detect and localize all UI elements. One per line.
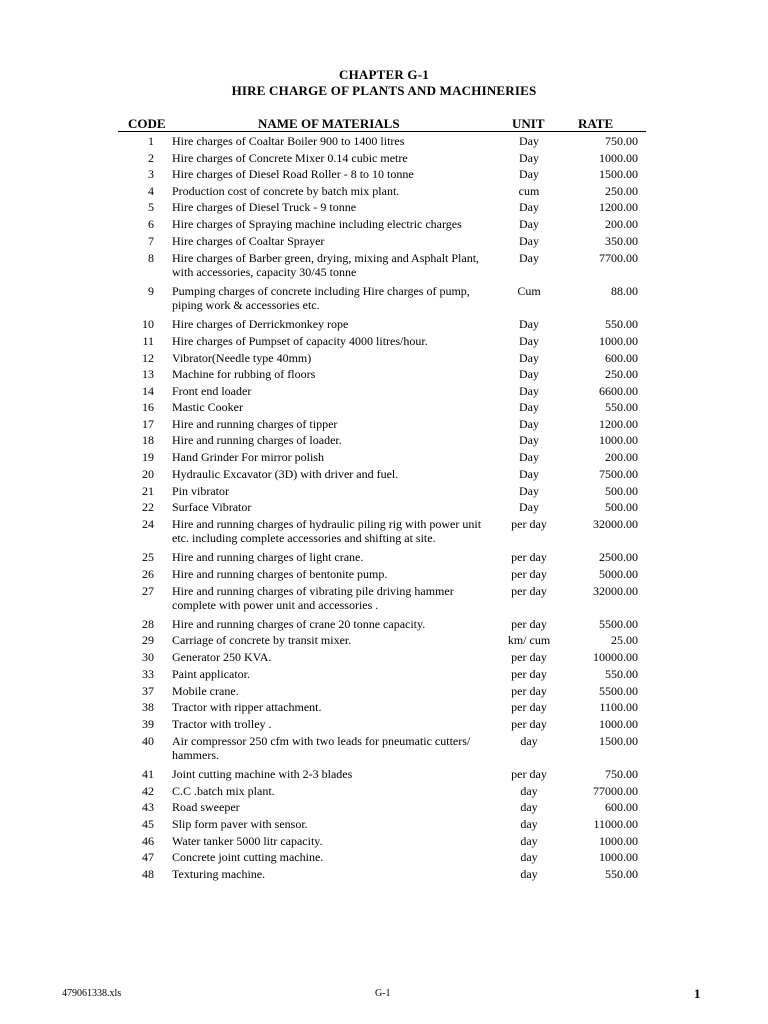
row-name: Slip form paver with sensor. xyxy=(172,817,308,831)
row-unit: day xyxy=(520,784,538,798)
row-rate: 25.00 xyxy=(611,633,638,647)
row-code: 12 xyxy=(142,351,154,365)
row-name: Paint applicator. xyxy=(172,667,250,681)
row-unit: day xyxy=(520,850,538,864)
row-unit: Day xyxy=(519,200,539,214)
row-rate: 250.00 xyxy=(605,367,638,381)
row-rate: 5000.00 xyxy=(599,567,638,581)
row-unit: per day xyxy=(511,684,547,698)
row-rate: 600.00 xyxy=(605,351,638,365)
row-rate: 10000.00 xyxy=(593,650,638,664)
row-unit: day xyxy=(520,834,538,848)
row-code: 26 xyxy=(142,567,154,581)
row-code: 14 xyxy=(142,384,154,398)
row-code: 17 xyxy=(142,417,154,431)
row-rate: 77000.00 xyxy=(593,784,638,798)
row-rate: 32000.00 xyxy=(593,584,638,598)
row-name: Production cost of concrete by batch mix plant. xyxy=(172,184,400,198)
row-rate: 88.00 xyxy=(611,284,638,298)
row-rate: 350.00 xyxy=(605,234,638,248)
row-rate: 6600.00 xyxy=(599,384,638,398)
row-name: Surface Vibrator xyxy=(172,500,252,514)
row-name: Hire charges of Coaltar Sprayer xyxy=(172,234,325,248)
row-code: 46 xyxy=(142,834,154,848)
row-unit: per day xyxy=(511,700,547,714)
row-rate: 750.00 xyxy=(605,767,638,781)
row-unit: Day xyxy=(519,500,539,514)
column-header-rate: RATE xyxy=(578,116,614,131)
row-rate: 1500.00 xyxy=(599,734,638,748)
row-code: 20 xyxy=(142,467,154,481)
row-rate: 500.00 xyxy=(605,500,638,514)
row-rate: 7500.00 xyxy=(599,467,638,481)
column-header-unit: UNIT xyxy=(512,116,545,131)
row-rate: 7700.00 xyxy=(599,251,638,265)
row-rate: 1000.00 xyxy=(599,151,638,165)
column-header-name: NAME OF MATERIALS xyxy=(258,116,400,131)
row-name: Air compressor 250 cfm with two leads for pneumatic cutters/ hammers. xyxy=(172,734,471,762)
row-rate: 5500.00 xyxy=(599,617,638,631)
row-unit: Cum xyxy=(517,284,541,298)
row-unit: per day xyxy=(511,517,547,531)
header-rule xyxy=(118,131,646,132)
row-name: Hire and running charges of light crane. xyxy=(172,550,364,564)
row-code: 22 xyxy=(142,500,154,514)
row-unit: per day xyxy=(511,717,547,731)
row-rate: 600.00 xyxy=(605,800,638,814)
row-name: Hire charges of Coaltar Boiler 900 to 1400 litres xyxy=(172,134,405,148)
row-unit: day xyxy=(520,817,538,831)
row-code: 5 xyxy=(148,200,154,214)
row-code: 41 xyxy=(142,767,154,781)
row-unit: Day xyxy=(519,134,539,148)
row-name: Hire charges of Spraying machine including electric charges xyxy=(172,217,462,231)
row-code: 21 xyxy=(142,484,154,498)
chapter-title: CHAPTER G-1 xyxy=(339,67,429,82)
column-header-code: CODE xyxy=(128,116,166,131)
row-unit: Day xyxy=(519,450,539,464)
row-unit: per day xyxy=(511,567,547,581)
row-rate: 11000.00 xyxy=(593,817,638,831)
row-unit: per day xyxy=(511,550,547,564)
row-unit: Day xyxy=(519,433,539,447)
row-unit: Day xyxy=(519,334,539,348)
row-name: Mobile crane. xyxy=(172,684,239,698)
row-unit: Day xyxy=(519,167,539,181)
row-code: 9 xyxy=(148,284,154,298)
row-name: Pumping charges of concrete including Hire charges of pump, piping work & accessories etc. xyxy=(172,284,470,312)
row-code: 2 xyxy=(148,151,154,165)
row-code: 19 xyxy=(142,450,154,464)
row-unit: Day xyxy=(519,467,539,481)
row-code: 43 xyxy=(142,800,154,814)
row-code: 29 xyxy=(142,633,154,647)
row-name: C.C .batch mix plant. xyxy=(172,784,275,798)
page-heading: HIRE CHARGE OF PLANTS AND MACHINERIES xyxy=(231,83,537,98)
row-rate: 5500.00 xyxy=(599,684,638,698)
row-unit: Day xyxy=(519,417,539,431)
row-unit: per day xyxy=(511,650,547,664)
row-rate: 1500.00 xyxy=(599,167,638,181)
row-rate: 32000.00 xyxy=(593,517,638,531)
row-name: Tractor with trolley . xyxy=(172,717,272,731)
row-name: Hire and running charges of loader. xyxy=(172,433,342,447)
row-rate: 1200.00 xyxy=(599,417,638,431)
row-name: Front end loader xyxy=(172,384,252,398)
row-name: Hire and running charges of hydraulic piling rig with power unit etc. including complete accessories and shifting at site. xyxy=(172,517,482,545)
row-name: Hire charges of Pumpset of capacity 4000 litres/hour. xyxy=(172,334,428,348)
footer-section: G-1 xyxy=(375,988,391,999)
row-unit: per day xyxy=(511,767,547,781)
row-rate: 550.00 xyxy=(605,317,638,331)
row-code: 42 xyxy=(142,784,154,798)
row-name: Hire and running charges of bentonite pump. xyxy=(172,567,388,581)
row-name: Mastic Cooker xyxy=(172,400,243,414)
row-name: Generator 250 KVA. xyxy=(172,650,272,664)
row-unit: per day xyxy=(511,667,547,681)
row-unit: km/ cum xyxy=(507,633,551,647)
row-name: Texturing machine. xyxy=(172,867,266,881)
row-unit: Day xyxy=(519,484,539,498)
row-name: Hire and running charges of crane 20 tonne capacity. xyxy=(172,617,426,631)
row-name: Hydraulic Excavator (3D) with driver and fuel. xyxy=(172,467,399,481)
row-code: 30 xyxy=(142,650,154,664)
row-rate: 250.00 xyxy=(605,184,638,198)
row-code: 25 xyxy=(142,550,154,564)
row-code: 8 xyxy=(148,251,154,265)
row-code: 10 xyxy=(142,317,154,331)
row-unit: Day xyxy=(519,151,539,165)
row-rate: 550.00 xyxy=(605,867,638,881)
footer-filename: 479061338.xls xyxy=(62,988,122,999)
row-unit: Day xyxy=(519,384,539,398)
row-code: 37 xyxy=(142,684,154,698)
row-name: Pin vibrator xyxy=(172,484,229,498)
row-name: Hire charges of Diesel Truck - 9 tonne xyxy=(172,200,357,214)
row-unit: Day xyxy=(519,400,539,414)
row-name: Hire and running charges of tipper xyxy=(172,417,338,431)
row-name: Hire and running charges of vibrating pile driving hammer complete with power unit and accessories . xyxy=(172,584,454,612)
row-unit: per day xyxy=(511,617,547,631)
row-name: Hire charges of Derrickmonkey rope xyxy=(172,317,349,331)
row-code: 6 xyxy=(148,217,154,231)
page-number: 1 xyxy=(694,986,701,1001)
row-name: Carriage of concrete by transit mixer. xyxy=(172,633,352,647)
row-unit: per day xyxy=(511,584,547,598)
row-unit: day xyxy=(520,734,538,748)
row-code: 3 xyxy=(148,167,154,181)
row-unit: Day xyxy=(519,234,539,248)
row-unit: Day xyxy=(519,217,539,231)
row-code: 40 xyxy=(142,734,154,748)
row-code: 33 xyxy=(142,667,154,681)
row-unit: cum xyxy=(518,184,540,198)
row-code: 4 xyxy=(148,184,154,198)
row-name: Hand Grinder For mirror polish xyxy=(172,450,324,464)
row-code: 27 xyxy=(142,584,154,598)
row-rate: 1000.00 xyxy=(599,433,638,447)
row-name: Machine for rubbing of floors xyxy=(172,367,316,381)
row-name: Water tanker 5000 litr capacity. xyxy=(172,834,323,848)
row-unit: Day xyxy=(519,317,539,331)
row-rate: 1000.00 xyxy=(599,850,638,864)
row-code: 47 xyxy=(142,850,154,864)
row-rate: 1000.00 xyxy=(599,834,638,848)
row-rate: 500.00 xyxy=(605,484,638,498)
row-code: 7 xyxy=(148,234,154,248)
row-code: 39 xyxy=(142,717,154,731)
row-rate: 750.00 xyxy=(605,134,638,148)
row-rate: 550.00 xyxy=(605,667,638,681)
row-code: 45 xyxy=(142,817,154,831)
row-rate: 1100.00 xyxy=(599,700,638,714)
row-unit: day xyxy=(520,867,538,881)
row-name: Tractor with ripper attachment. xyxy=(172,700,322,714)
row-name: Hire charges of Concrete Mixer 0.14 cubic metre xyxy=(172,151,408,165)
row-code: 16 xyxy=(142,400,154,414)
row-code: 11 xyxy=(142,334,154,348)
row-rate: 1000.00 xyxy=(599,334,638,348)
row-name: Concrete joint cutting machine. xyxy=(172,850,324,864)
row-name: Road sweeper xyxy=(172,800,240,814)
row-rate: 1200.00 xyxy=(599,200,638,214)
row-code: 18 xyxy=(142,433,154,447)
row-name: Vibrator(Needle type 40mm) xyxy=(172,351,312,365)
row-code: 48 xyxy=(142,867,154,881)
row-unit: Day xyxy=(519,367,539,381)
row-unit: day xyxy=(520,800,538,814)
row-rate: 2500.00 xyxy=(599,550,638,564)
row-code: 24 xyxy=(142,517,154,531)
row-name: Hire charges of Barber green, drying, mixing and Asphalt Plant, with accessories, capacity 30/45 tonne xyxy=(172,251,480,279)
row-code: 1 xyxy=(148,134,154,148)
row-code: 28 xyxy=(142,617,154,631)
row-name: Joint cutting machine with 2-3 blades xyxy=(172,767,353,781)
row-rate: 1000.00 xyxy=(599,717,638,731)
row-unit: Day xyxy=(519,351,539,365)
row-code: 13 xyxy=(142,367,154,381)
row-rate: 200.00 xyxy=(605,450,638,464)
row-rate: 200.00 xyxy=(605,217,638,231)
row-unit: Day xyxy=(519,251,539,265)
row-code: 38 xyxy=(142,700,154,714)
row-rate: 550.00 xyxy=(605,400,638,414)
row-name: Hire charges of Diesel Road Roller - 8 to 10 tonne xyxy=(172,167,414,181)
